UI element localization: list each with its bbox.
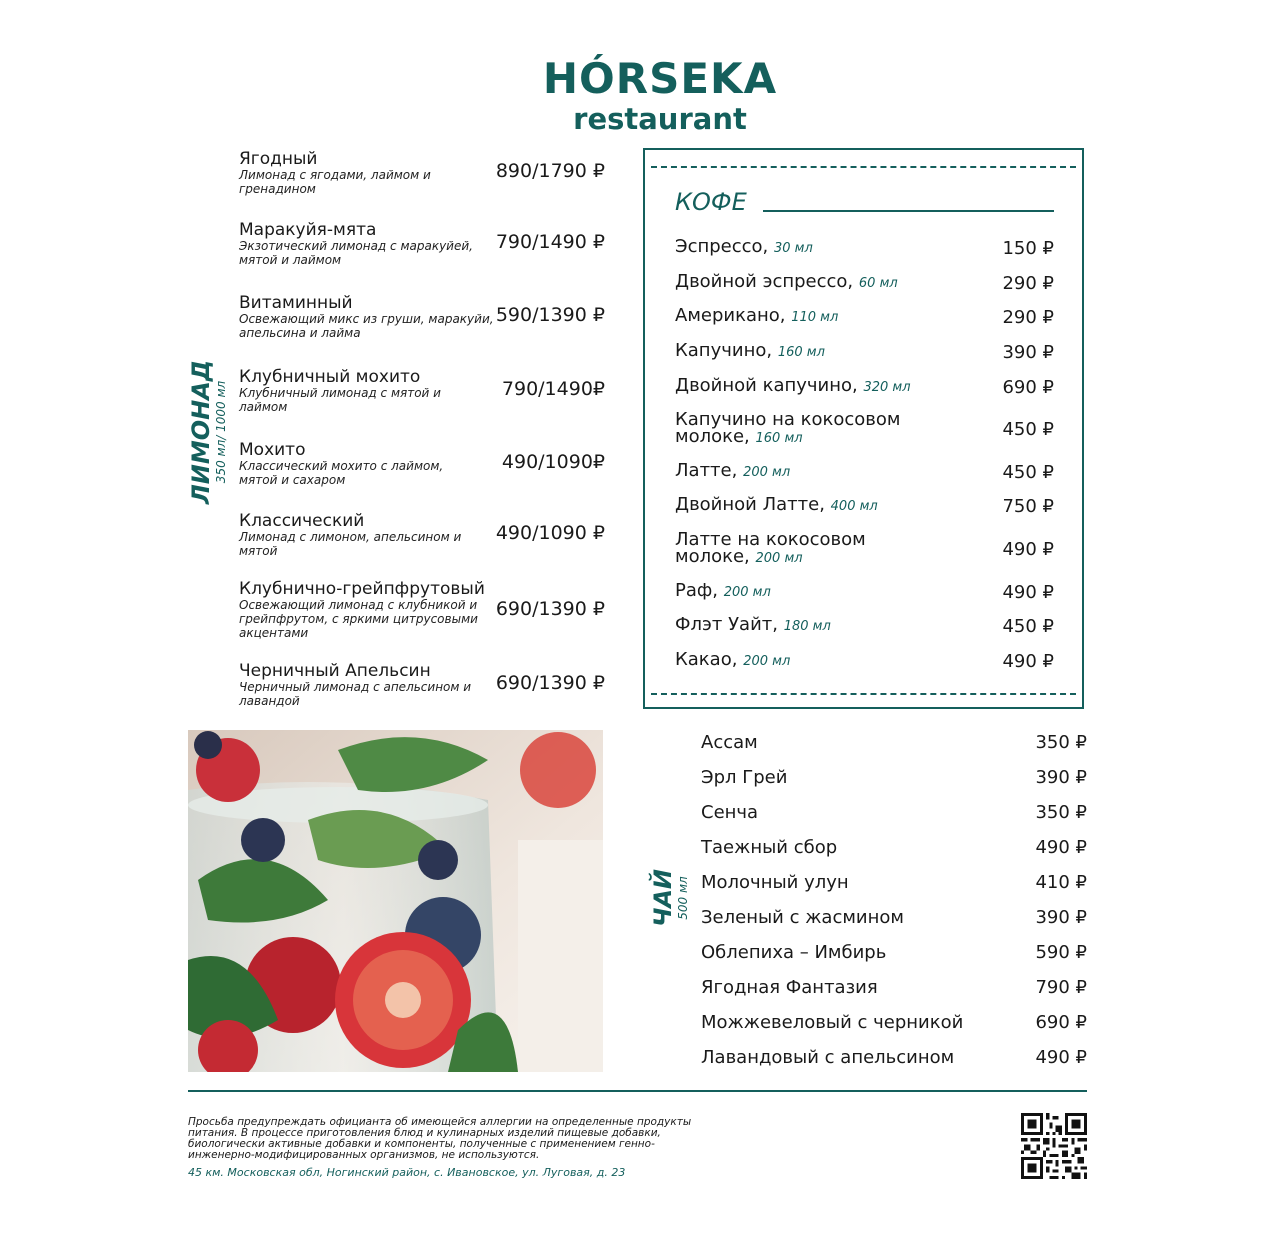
coffee-item <box>675 411 1054 447</box>
lemonade-item-desc: Черничный лимонад с апельсином и лавандой <box>239 680 472 708</box>
lemonade-label: ЛИМОНАД <box>187 359 215 505</box>
coffee-item <box>675 342 1054 361</box>
coffee-item-price: 390 ₽ <box>1002 342 1054 363</box>
lemonade-item <box>239 368 605 414</box>
coffee-item <box>675 582 1054 601</box>
coffee-item-name: Капучино, <box>675 340 773 361</box>
lemonade-item-name: Классический <box>239 511 365 531</box>
coffee-item-price: 490 ₽ <box>1002 539 1054 560</box>
tea-item-name: Ягодная Фантазия <box>701 977 878 998</box>
lemonade-item-name: Клубнично-грейпфрутовый <box>239 579 485 599</box>
lemonade-item-price: 790/1490 ₽ <box>495 231 605 253</box>
lemonade-item-price: 790/1490₽ <box>501 378 605 400</box>
tea-item-name: Таежный сбор <box>701 837 838 858</box>
coffee-item-name: Двойной эспрессо, <box>675 271 854 292</box>
lemonade-item-price: 690/1390 ₽ <box>495 672 605 694</box>
tea-item <box>701 1012 1087 1033</box>
coffee-item-price: 450 ₽ <box>1002 616 1054 637</box>
tea-section-label <box>650 858 690 938</box>
coffee-item-price: 450 ₽ <box>1002 419 1054 440</box>
tea-item-name: Ассам <box>701 732 758 753</box>
coffee-item <box>675 616 1054 635</box>
lemonade-section-label <box>188 352 232 512</box>
qr-code-icon[interactable] <box>1021 1113 1087 1179</box>
tea-item-price: 390 ₽ <box>1035 767 1087 788</box>
lemonade-item-desc: Лимонад с лимоном, апельсином и мятой <box>239 530 462 558</box>
tea-item <box>701 872 1087 893</box>
lemonade-item-desc: Лимонад с ягодами, лаймом и гренадином <box>239 168 431 196</box>
logo-title: HÓRSEKA <box>542 54 778 103</box>
coffee-item-name: Латте на кокосовом молоке, <box>675 529 866 567</box>
tea-item-price: 410 ₽ <box>1035 872 1087 893</box>
tea-item-price: 490 ₽ <box>1035 1047 1087 1068</box>
lemonade-item-desc: Экзотический лимонад с маракуйей, мятой и лаймом <box>239 239 473 267</box>
coffee-item-volume: 200 мл <box>743 465 791 480</box>
coffee-bottom-dashed-divider <box>651 693 1076 695</box>
coffee-item-price: 750 ₽ <box>1002 496 1054 517</box>
tea-item-name: Облепиха – Имбирь <box>701 942 887 963</box>
tea-item-price: 350 ₽ <box>1035 802 1087 823</box>
lemonade-item <box>239 580 605 640</box>
coffee-item <box>675 307 1054 326</box>
lemonade-item <box>239 150 605 196</box>
tea-item-name: Лавандовый с апельсином <box>701 1047 955 1068</box>
tea-item <box>701 942 1087 963</box>
coffee-title: КОФЕ <box>675 188 747 216</box>
coffee-item-name: Двойной Латте, <box>675 494 825 515</box>
coffee-menu-box <box>643 148 1084 709</box>
coffee-item-volume: 400 мл <box>830 499 878 514</box>
coffee-item <box>675 531 1054 567</box>
tea-item <box>701 732 1087 753</box>
coffee-item-name: Американо, <box>675 305 786 326</box>
coffee-item <box>675 238 1054 257</box>
coffee-item-price: 690 ₽ <box>1002 377 1054 398</box>
tea-item-price: 790 ₽ <box>1035 977 1087 998</box>
lemonade-photo <box>188 730 603 1072</box>
tea-item-price: 490 ₽ <box>1035 837 1087 858</box>
lemonade-item-price: 690/1390 ₽ <box>495 598 605 620</box>
coffee-item-volume: 320 мл <box>863 380 911 395</box>
lemonade-volume: 350 мл/ 1000 мл <box>214 380 228 484</box>
coffee-item-name: Двойной капучино, <box>675 375 858 396</box>
tea-volume: 500 мл <box>676 876 690 920</box>
coffee-item-price: 290 ₽ <box>1002 307 1054 328</box>
lemonade-item <box>239 512 605 558</box>
coffee-item-name: Капучино на кокосовом молоке, <box>675 409 901 447</box>
lemonade-item <box>239 441 605 487</box>
coffee-item <box>675 273 1054 292</box>
lemonade-item-desc: Освежающий микс из груши, маракуйи, апельсина и лайма <box>239 312 494 340</box>
tea-item <box>701 977 1087 998</box>
tea-item <box>701 837 1087 858</box>
lemonade-item-price: 590/1390 ₽ <box>495 304 605 326</box>
coffee-item-volume: 60 мл <box>858 276 898 291</box>
lemonade-item-price: 490/1090 ₽ <box>495 522 605 544</box>
allergy-note: Просьба предупреждать официанта об имеющейся аллергии на определенные продукты питания. В процессе приготовления блюд и кулинарных изделий пищевые добавки, биологически активные добавки и компоненты, полученные с применением генно-инженерно-модифицированных организмов, не используются. <box>188 1116 692 1161</box>
coffee-item <box>675 496 1054 515</box>
restaurant-address: 45 км. Московская обл, Ногинский район, с. Ивановское, ул. Луговая, д. 23 <box>188 1166 626 1179</box>
tea-item-price: 590 ₽ <box>1035 942 1087 963</box>
lemonade-glass-illustration <box>188 730 603 1072</box>
coffee-item-volume: 180 мл <box>783 619 831 634</box>
coffee-item-name: Какао, <box>675 649 738 670</box>
tea-item <box>701 907 1087 928</box>
coffee-item-volume: 200 мл <box>755 551 803 566</box>
tea-item-name: Молочный улун <box>701 872 849 893</box>
lemonade-item <box>239 662 605 708</box>
lemonade-item-name: Ягодный <box>239 149 318 169</box>
footer-divider <box>188 1090 1087 1092</box>
coffee-item <box>675 462 1054 481</box>
coffee-item-price: 450 ₽ <box>1002 462 1054 483</box>
tea-item-name: Зеленый с жасмином <box>701 907 904 928</box>
coffee-item-price: 290 ₽ <box>1002 273 1054 294</box>
lemonade-item-name: Маракуйя-мята <box>239 220 377 240</box>
coffee-item-price: 490 ₽ <box>1002 582 1054 603</box>
lemonade-item <box>239 221 605 267</box>
coffee-top-dashed-divider <box>651 166 1076 168</box>
tea-item-price: 350 ₽ <box>1035 732 1087 753</box>
coffee-item-name: Флэт Уайт, <box>675 614 778 635</box>
lemonade-item-price: 490/1090₽ <box>501 451 605 473</box>
lemonade-item-name: Мохито <box>239 440 306 460</box>
lemonade-item-name: Клубничный мохито <box>239 367 421 387</box>
tea-item-price: 390 ₽ <box>1035 907 1087 928</box>
lemonade-item-desc: Клубничный лимонад с мятой и лаймом <box>239 386 441 414</box>
lemonade-item <box>239 294 605 340</box>
coffee-item-name: Эспрессо, <box>675 236 769 257</box>
logo-subtitle: restaurant <box>573 102 747 136</box>
lemonade-item-price: 890/1790 ₽ <box>495 160 605 182</box>
lemonade-item-name: Черничный Апельсин <box>239 661 431 681</box>
coffee-item-volume: 160 мл <box>777 345 825 360</box>
coffee-title-rule <box>763 210 1054 212</box>
tea-item <box>701 767 1087 788</box>
tea-item-price: 690 ₽ <box>1035 1012 1087 1033</box>
lemonade-item-desc: Освежающий лимонад с клубникой и грейпфрутом, с яркими цитрусовыми акцентами <box>239 598 478 640</box>
tea-item-name: Сенча <box>701 802 759 823</box>
coffee-item-volume: 160 мл <box>755 431 803 446</box>
coffee-item-volume: 110 мл <box>791 310 839 325</box>
coffee-item <box>675 377 1054 396</box>
tea-item-name: Можжевеловый с черникой <box>701 1012 964 1033</box>
coffee-item-name: Раф, <box>675 580 718 601</box>
coffee-item-price: 150 ₽ <box>1002 238 1054 259</box>
coffee-item-volume: 30 мл <box>774 241 813 256</box>
coffee-item-volume: 200 мл <box>743 654 791 669</box>
tea-item <box>701 1047 1087 1068</box>
tea-item <box>701 802 1087 823</box>
tea-item-name: Эрл Грей <box>701 767 788 788</box>
coffee-item-price: 490 ₽ <box>1002 651 1054 672</box>
tea-label: ЧАЙ <box>649 868 677 928</box>
coffee-item-volume: 200 мл <box>723 585 771 600</box>
coffee-item <box>675 651 1054 670</box>
coffee-item-name: Латте, <box>675 460 738 481</box>
lemonade-item-name: Витаминный <box>239 293 353 313</box>
lemonade-item-desc: Классический мохито с лаймом, мятой и сахаром <box>239 459 444 487</box>
